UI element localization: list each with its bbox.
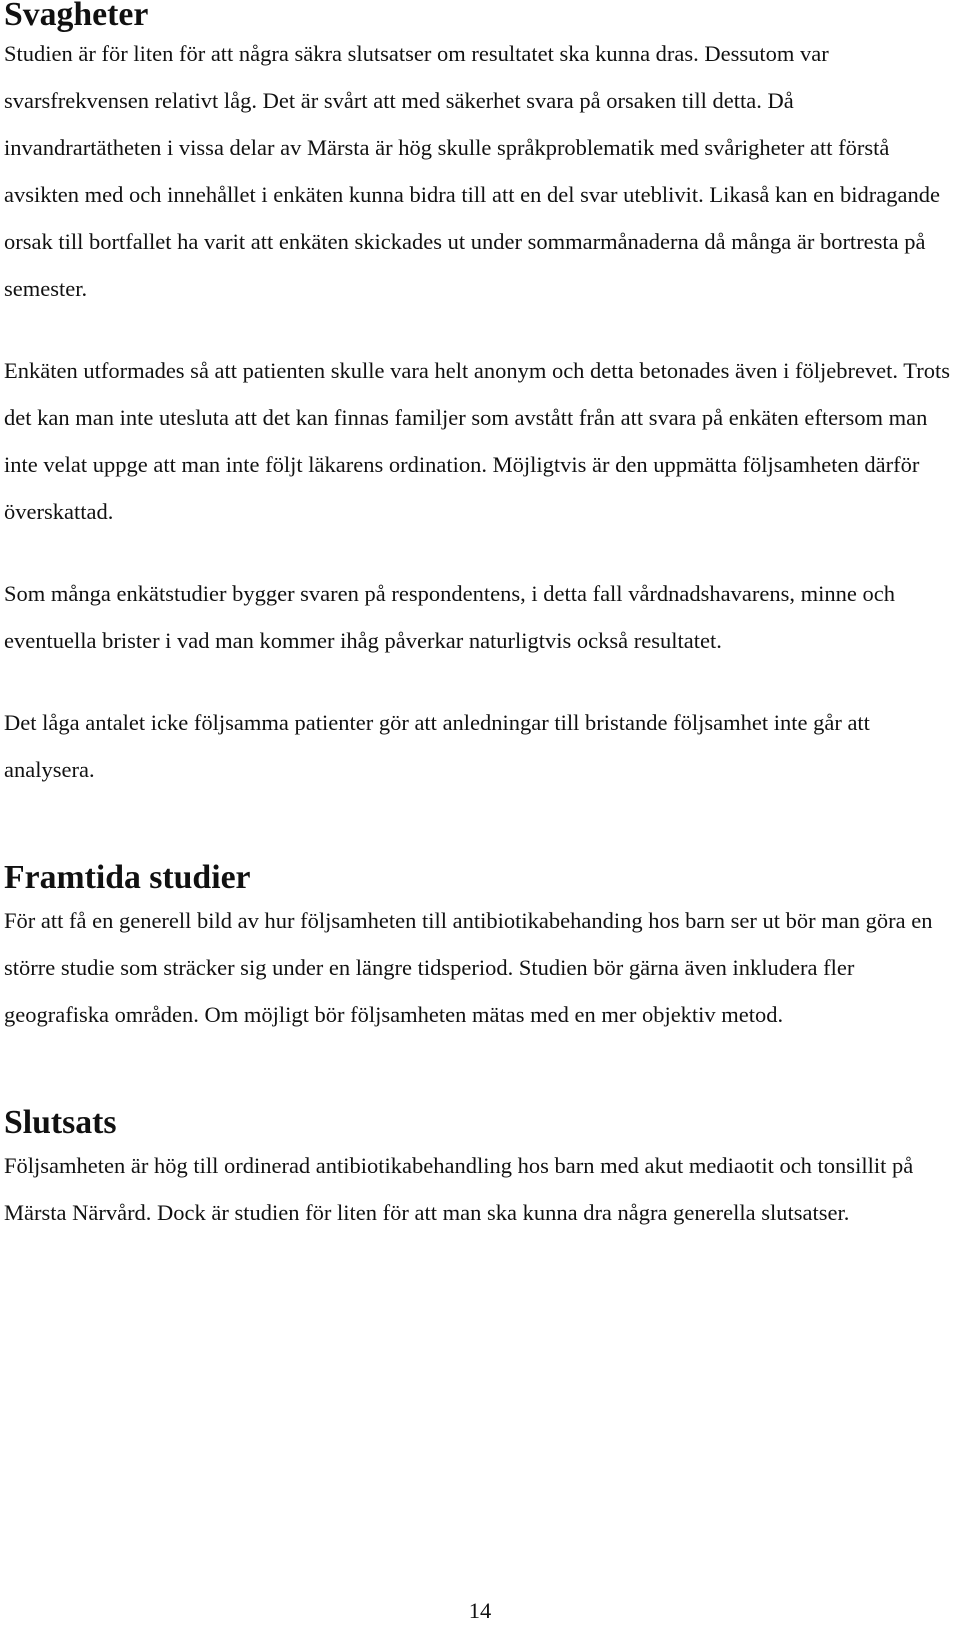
- section-framtida-studier: [4, 859, 956, 1038]
- section-heading-slutsats: Slutsats: [4, 1104, 117, 1141]
- paragraph-svagheter-1: Studien är för liten för att några säkra slutsatser om resultatet ska kunna dras. Dessutom var svarsfrekvensen relativt låg. Det är svårt att med säkerhet svara på orsaken till detta. Då invandrartätheten i vissa delar av Märsta är hög skulle språkproblematik med svårigheter att förstå avsikten med och innehållet i enkäten kunna bidra till att en del svar uteblivit. Likaså kan en bidragande orsak till bortfallet ha varit att enkäten skickades ut under sommarmånaderna då många är bortresta på semester.: [4, 41, 940, 301]
- paragraph-svagheter-4: Det låga antalet icke följsamma patienter gör att anledningar till bristande följsamhet inte går att analysera.: [4, 710, 870, 782]
- section-heading-svagheter: Svagheter: [4, 0, 149, 33]
- paragraph-slutsats-1: Följsamheten är hög till ordinerad antibiotikabehandling hos barn med akut mediaotit och tonsillit på Märsta Närvård. Dock är studien för liten för att man ska kunna dra några generella slutsatser.: [4, 1153, 914, 1225]
- page-number: 14: [468, 1598, 492, 1623]
- section-svagheter: [4, 0, 956, 793]
- paragraph-framtida-studier-1: För att få en generell bild av hur följsamheten till antibiotikabehanding hos barn ser ut bör man göra en större studie som sträcker sig under en längre tidsperiod. Studien bör gärna även inkludera fler geografiska områden. Om möjligt bör följsamheten mätas med en mer objektiv metod.: [4, 908, 933, 1027]
- paragraph-svagheter-3: Som många enkätstudier bygger svaren på respondentens, i detta fall vårdnadshavarens, minne och eventuella brister i vad man kommer ihåg påverkar naturligtvis också resultatet.: [4, 581, 895, 653]
- section-slutsats: [4, 1104, 956, 1236]
- section-heading-framtida-studier: Framtida studier: [4, 859, 251, 896]
- document-page: [4, 0, 956, 1635]
- paragraph-svagheter-2: Enkäten utformades så att patienten skulle vara helt anonym och detta betonades även i följebrevet. Trots det kan man inte utesluta att det kan finnas familjer som avstått från att svara på enkäten eftersom man inte velat uppge att man inte följt läkarens ordination. Möjligtvis är den uppmätta följsamheten därför överskattad.: [4, 358, 950, 524]
